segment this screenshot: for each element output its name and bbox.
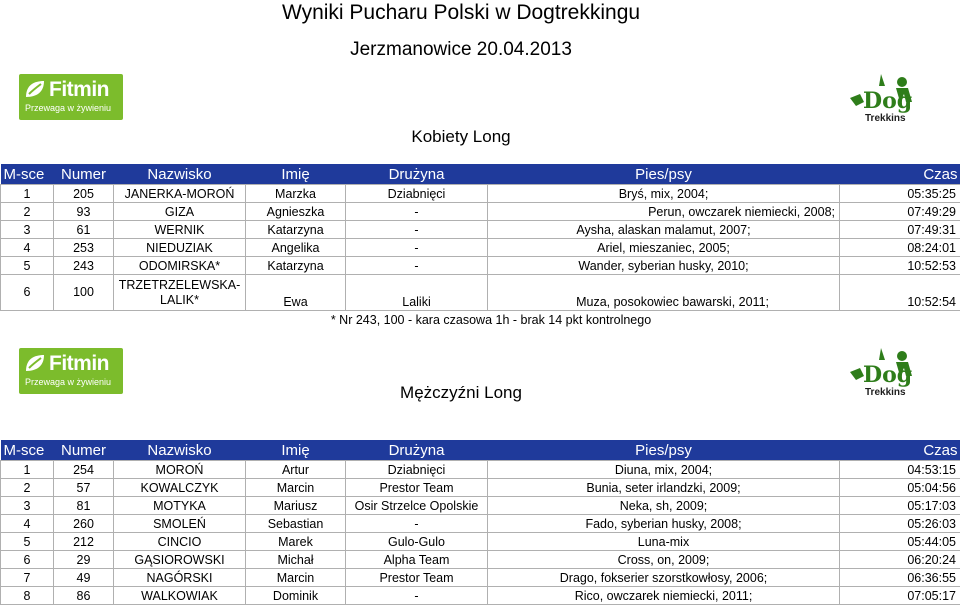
number-cell: 86 (54, 587, 114, 605)
place-cell: 6 (1, 551, 54, 569)
table-row (1, 203, 960, 221)
table-row (1, 515, 960, 533)
time-cell: 07:49:31 (840, 221, 960, 239)
team-cell: - (346, 239, 488, 257)
name-cell: Marzka (246, 185, 346, 203)
men-section-title: Mężczyźni Long (400, 383, 522, 402)
fitmin-logo-tagline: Przewaga w żywieniu (25, 377, 112, 387)
dogs-cell: Diuna, mix, 2004; (488, 461, 840, 479)
page-title: Wyniki Pucharu Polski w Dogtrekkingu (281, 1, 641, 24)
name-cell: Sebastian (246, 515, 346, 533)
surname-cell: NAGÓRSKI (114, 569, 246, 587)
number-cell: 205 (54, 185, 114, 203)
team-cell: - (346, 203, 488, 221)
trekkins-logo-text: Trekkins (865, 113, 906, 124)
name-cell: Mariusz (246, 497, 346, 515)
number-cell: 57 (54, 479, 114, 497)
dogs-cell: Luna-mix (488, 533, 840, 551)
place-cell: 1 (1, 185, 54, 203)
women-section-title: Kobiety Long (411, 127, 511, 146)
number-cell: 260 (54, 515, 114, 533)
number-cell: 253 (54, 239, 114, 257)
number-cell: 49 (54, 569, 114, 587)
place-cell: 1 (1, 461, 54, 479)
team-cell: Prestor Team (346, 479, 488, 497)
name-cell: Marcin (246, 479, 346, 497)
place-cell: 8 (1, 587, 54, 605)
fitmin-leaf-icon (24, 353, 46, 373)
table-row (1, 533, 960, 551)
header-team: Drużyna (346, 440, 488, 461)
dogs-cell: Perun, owczarek niemiecki, 2008; (488, 203, 840, 221)
table-row (1, 569, 960, 587)
page-subtitle: Jerzmanowice 20.04.2013 (350, 39, 572, 60)
header-number: Numer (54, 440, 114, 461)
team-cell: Dziabnięci (346, 185, 488, 203)
place-cell: 6 (1, 275, 54, 311)
place-cell: 5 (1, 533, 54, 551)
dogs-cell: Muza, posokowiec bawarski, 2011; (488, 275, 840, 311)
place-cell: 5 (1, 257, 54, 275)
number-cell: 100 (54, 275, 114, 311)
fitmin-leaf-icon (24, 79, 46, 99)
name-cell: Marcin (246, 569, 346, 587)
header-surname: Nazwisko (114, 440, 246, 461)
time-cell: 04:53:15 (840, 461, 960, 479)
penalty-note: * Nr 243, 100 - kara czasowa 1h - brak 14 pkt kontrolnego (330, 313, 652, 327)
surname-cell: GIZA (114, 203, 246, 221)
number-cell: 243 (54, 257, 114, 275)
header-surname: Nazwisko (114, 164, 246, 185)
team-cell: - (346, 257, 488, 275)
time-cell: 05:17:03 (840, 497, 960, 515)
name-cell: Dominik (246, 587, 346, 605)
fitmin-logo-tagline: Przewaga w żywieniu (25, 103, 112, 113)
name-cell: Michał (246, 551, 346, 569)
team-cell: - (346, 587, 488, 605)
surname-cell: ODOMIRSKA* (114, 257, 246, 275)
dogs-cell: Neka, sh, 2009; (488, 497, 840, 515)
fitmin-logo-text: Fitmin (49, 78, 109, 101)
table-row (1, 479, 960, 497)
time-cell: 05:26:03 (840, 515, 960, 533)
name-cell: Artur (246, 461, 346, 479)
header-dogs: Pies/psy (488, 440, 840, 461)
header-time: Czas (840, 164, 960, 185)
time-cell: 07:05:17 (840, 587, 960, 605)
women-results-table (0, 164, 960, 311)
time-cell: 06:20:24 (840, 551, 960, 569)
header-time: Czas (840, 440, 960, 461)
fitmin-logo (19, 74, 123, 120)
time-cell: 05:44:05 (840, 533, 960, 551)
surname-cell: WALKOWIAK (114, 587, 246, 605)
dogs-cell: Ariel, mieszaniec, 2005; (488, 239, 840, 257)
number-cell: 254 (54, 461, 114, 479)
number-cell: 61 (54, 221, 114, 239)
place-cell: 2 (1, 203, 54, 221)
dogs-cell: Cross, on, 2009; (488, 551, 840, 569)
table-row (1, 257, 960, 275)
name-cell: Agnieszka (246, 203, 346, 221)
dogs-cell: Rico, owczarek niemiecki, 2011; (488, 587, 840, 605)
table-row (1, 221, 960, 239)
header-dogs: Pies/psy (488, 164, 840, 185)
dogtrekking-logo (846, 72, 916, 130)
time-cell: 08:24:01 (840, 239, 960, 257)
table-row (1, 239, 960, 257)
place-cell: 4 (1, 515, 54, 533)
name-cell: Marek (246, 533, 346, 551)
team-cell: - (346, 515, 488, 533)
surname-cell: WERNIK (114, 221, 246, 239)
time-cell: 10:52:54 (840, 275, 960, 311)
surname-cell: TRZETRZELEWSKA-LALIK* (114, 275, 246, 311)
surname-cell: MOTYKA (114, 497, 246, 515)
place-cell: 2 (1, 479, 54, 497)
header-place: M-sce (1, 164, 54, 185)
number-cell: 93 (54, 203, 114, 221)
team-cell: Prestor Team (346, 569, 488, 587)
trekkins-logo-text: Trekkins (865, 387, 906, 398)
team-cell: - (346, 221, 488, 239)
table-row (1, 275, 960, 311)
fitmin-logo-text: Fitmin (49, 352, 109, 375)
surname-cell: CINCIO (114, 533, 246, 551)
header-team: Drużyna (346, 164, 488, 185)
time-cell: 10:52:53 (840, 257, 960, 275)
place-cell: 3 (1, 497, 54, 515)
header-name: Imię (246, 440, 346, 461)
place-cell: 3 (1, 221, 54, 239)
dogs-cell: Wander, syberian husky, 2010; (488, 257, 840, 275)
name-cell: Ewa (246, 275, 346, 311)
surname-cell: JANERKA-MOROŃ (114, 185, 246, 203)
dog-logo-text: Dog (863, 362, 913, 388)
time-cell: 06:36:55 (840, 569, 960, 587)
name-cell: Angelika (246, 239, 346, 257)
table-header-row (1, 164, 960, 185)
header-name: Imię (246, 164, 346, 185)
time-cell: 05:35:25 (840, 185, 960, 203)
table-row (1, 497, 960, 515)
team-cell: Gulo-Gulo (346, 533, 488, 551)
surname-cell: NIEDUZIAK (114, 239, 246, 257)
team-cell: Osir Strzelce Opolskie (346, 497, 488, 515)
surname-cell: MOROŃ (114, 461, 246, 479)
place-cell: 7 (1, 569, 54, 587)
time-cell: 07:49:29 (840, 203, 960, 221)
table-header-row (1, 440, 960, 461)
team-cell: Alpha Team (346, 551, 488, 569)
name-cell: Katarzyna (246, 257, 346, 275)
dogs-cell: Drago, fokserier szorstkowłosy, 2006; (488, 569, 840, 587)
number-cell: 29 (54, 551, 114, 569)
header-place: M-sce (1, 440, 54, 461)
dogs-cell: Bryś, mix, 2004; (488, 185, 840, 203)
team-cell: Laliki (346, 275, 488, 311)
surname-cell: GĄSIOROWSKI (114, 551, 246, 569)
header-number: Numer (54, 164, 114, 185)
name-cell: Katarzyna (246, 221, 346, 239)
dogs-cell: Aysha, alaskan malamut, 2007; (488, 221, 840, 239)
table-row (1, 551, 960, 569)
number-cell: 212 (54, 533, 114, 551)
table-row (1, 587, 960, 605)
men-results-table (0, 440, 960, 605)
surname-cell: SMOLEŃ (114, 515, 246, 533)
place-cell: 4 (1, 239, 54, 257)
number-cell: 81 (54, 497, 114, 515)
surname-cell: KOWALCZYK (114, 479, 246, 497)
table-row (1, 185, 960, 203)
dog-logo-text: Dog (863, 88, 913, 114)
time-cell: 05:04:56 (840, 479, 960, 497)
team-cell: Dziabnięci (346, 461, 488, 479)
dogs-cell: Bunia, seter irlandzki, 2009; (488, 479, 840, 497)
dogs-cell: Fado, syberian husky, 2008; (488, 515, 840, 533)
table-row (1, 461, 960, 479)
